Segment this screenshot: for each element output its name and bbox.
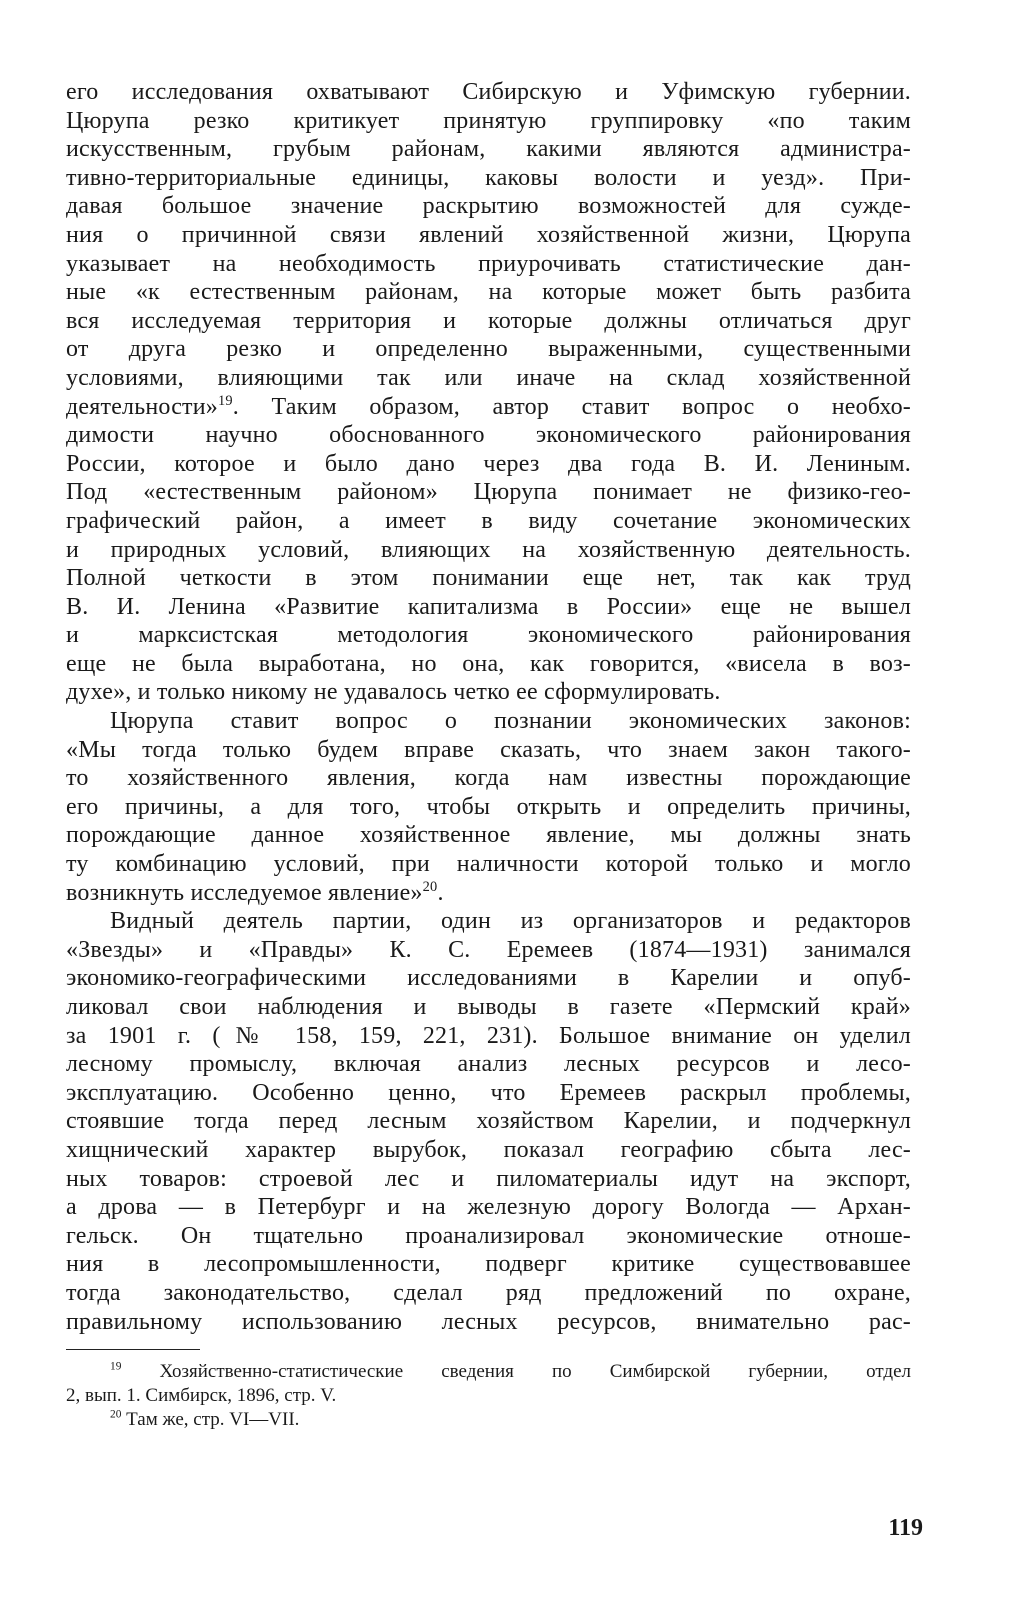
text-line: вся исследуемая территория и которые должны отличаться друг	[66, 307, 911, 334]
text-line: ния о причинной связи явлений хозяйственной жизни, Цюрупа	[66, 221, 911, 248]
text-line: указывает на необходимость приурочивать статистические дан-	[66, 250, 911, 277]
text-segment: деятельности»	[66, 393, 218, 420]
text-line: ния в лесопромышленности, подверг критике существовавшее	[66, 1251, 911, 1278]
footnote-marker: 20	[110, 1408, 122, 1421]
text-line: искусственным, грубым районам, какими являются администра-	[66, 136, 911, 163]
text-line: еще не была выработана, но она, как говорится, «висела в воз-	[66, 650, 911, 677]
text-line: порождающие данное хозяйственное явление, мы должны знать	[66, 822, 911, 849]
text-line: графический район, а имеет в виду сочетание экономических	[66, 507, 911, 534]
text-line: его причины, а для того, чтобы открыть и определить причины,	[66, 793, 911, 820]
text-line: ту комбинацию условий, при наличности которой только и могло	[66, 851, 911, 878]
text-line: эксплуатацию. Особенно ценно, что Еремеев раскрыл проблемы,	[66, 1079, 911, 1106]
text-line: Видный деятель партии, один из организаторов и редакторов	[110, 908, 911, 935]
text-line: хищнический характер вырубок, показал географию сбыта лес-	[66, 1136, 911, 1163]
text-line: В. И. Ленина «Развитие капитализма в России» еще не вышел	[66, 593, 911, 620]
text-line: а дрова — в Петербург и на железную дорогу Вологда — Архан-	[66, 1194, 911, 1221]
text-segment: . Таким образом, автор ставит вопрос о необхо-	[232, 393, 911, 420]
footnote-text: Там же, стр. VI—VII.	[121, 1409, 300, 1430]
text-line: димости научно обоснованного экономического районирования	[66, 422, 911, 449]
text-line	[66, 393, 911, 422]
footnote-divider	[66, 1349, 200, 1350]
text-line: лесному промыслу, включая анализ лесных ресурсов и лесо-	[66, 1051, 911, 1078]
text-line: тогда законодательство, сделал ряд предложений по охране,	[66, 1279, 911, 1306]
footnote-19-continued: 2, вып. 1. Симбирск, 1896, стр. V.	[66, 1385, 337, 1406]
text-line: Цюрупа резко критикует принятую группировку «по таким	[66, 107, 911, 134]
footnote-text: Хозяйственно-статистические сведения по Симбирской губернии, отдел	[121, 1361, 911, 1382]
text-line: экономико-географическими исследованиями в Карелии и опуб-	[66, 965, 911, 992]
footnote-ref-19: 19	[218, 392, 233, 409]
text-line: «Мы тогда только будем вправе сказать, что знаем закон такого-	[66, 736, 911, 763]
text-line: Под «естественным районом» Цюрупа понимает не физико-гео-	[66, 479, 911, 506]
text-line: от друга резко и определенно выраженными, существенными	[66, 336, 911, 363]
text-line: «Звезды» и «Правды» К. С. Еремеев (1874—1931) занимался	[66, 936, 911, 963]
page-number: 119	[888, 1515, 923, 1541]
text-line: условиями, влияющими так или иначе на склад хозяйственной	[66, 364, 911, 391]
text-line: ные «к естественным районам, на которые может быть разбита	[66, 279, 911, 306]
text-segment: .	[437, 879, 444, 906]
footnotes	[66, 1360, 911, 1432]
text-line: ликовал свои наблюдения и выводы в газете «Пермский край»	[66, 994, 911, 1020]
text-line: его исследования охватывают Сибирскую и Уфимскую губернии.	[66, 79, 911, 105]
text-line: стоявшие тогда перед лесным хозяйством Карелии, и подчеркнул	[66, 1108, 911, 1135]
text-line: Цюрупа ставит вопрос о познании экономических законов:	[110, 708, 911, 735]
text-line: давая большое значение раскрытию возможностей для сужде-	[66, 193, 911, 220]
footnote-20	[66, 1408, 911, 1432]
main-text	[66, 78, 911, 1336]
text-line: за 1901 г. (№ 158, 159, 221, 231). Большое внимание он уделил	[66, 1022, 911, 1049]
text-line: гельск. Он тщательно проанализировал экономические отноше-	[66, 1222, 911, 1249]
text-line: тивно-территориальные единицы, каковы волости и уезд». При-	[66, 164, 911, 191]
text-line: Полной четкости в этом понимании еще нет, так как труд	[66, 565, 911, 592]
footnote-ref-20: 20	[422, 878, 438, 895]
text-line: ных товаров: строевой лес и пиломатериалы идут на экспорт,	[66, 1165, 911, 1192]
text-line: и марксистская методология экономического районирования	[66, 622, 911, 649]
text-segment: возникнуть исследуемое явление»	[66, 879, 423, 906]
text-line: то хозяйственного явления, когда нам известны порождающие	[66, 765, 911, 792]
text-line: правильному использованию лесных ресурсов, внимательно рас-	[66, 1308, 911, 1335]
text-line: духе», и только никому не удавалось четко ее сформулировать.	[66, 679, 721, 706]
text-line	[66, 879, 911, 908]
text-line: и природных условий, влияющих на хозяйственную деятельность.	[66, 536, 911, 563]
text-line: России, которое и было дано через два года В. И. Лениным.	[66, 450, 911, 477]
footnote-marker: 19	[110, 1360, 122, 1373]
footnote-19	[66, 1360, 911, 1384]
